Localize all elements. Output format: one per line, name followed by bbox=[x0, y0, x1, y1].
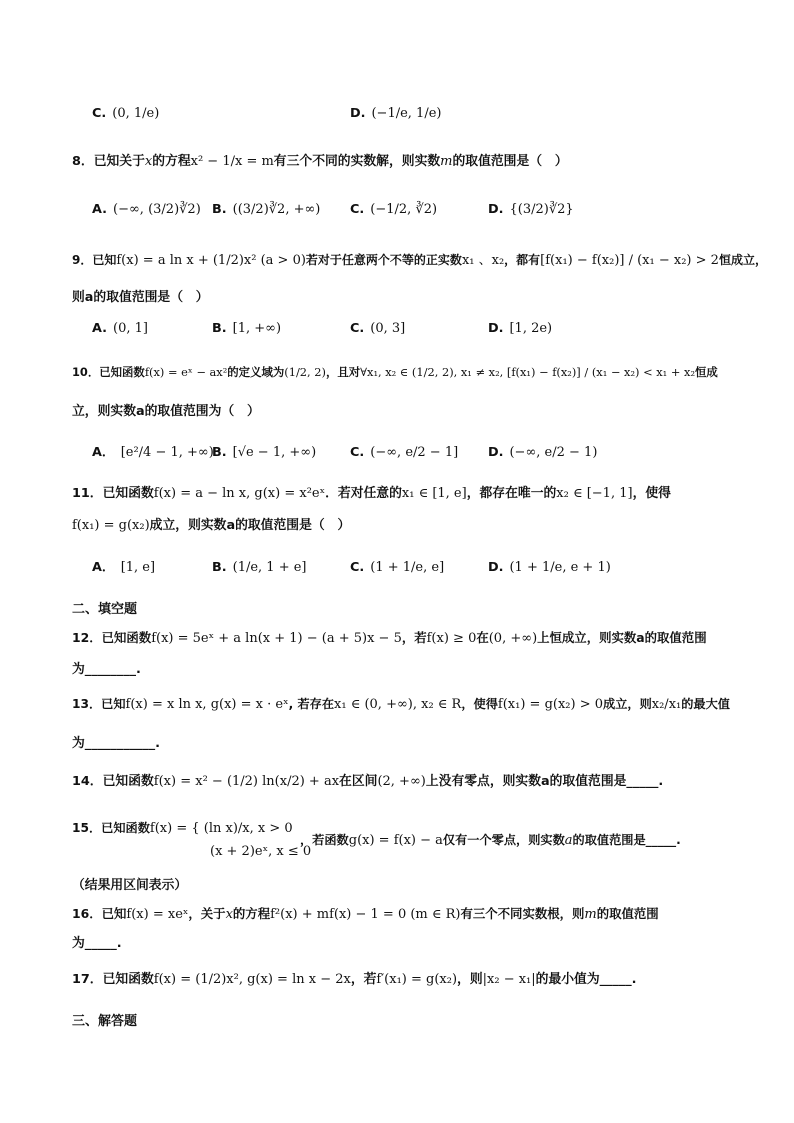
q9-option-c: C. (0, 3] bbox=[350, 321, 406, 336]
q10-option-a: A． [e²/4 − 1, +∞) bbox=[92, 445, 214, 460]
q10-option-b: B. [√e − 1, +∞) bbox=[212, 445, 317, 460]
q9-stem-line2: 则a的取值范围是（ ） bbox=[72, 290, 209, 305]
q16-answer-blank: 为_____. bbox=[72, 936, 122, 951]
q8-option-a: A. (−∞, (3/2)∛2) bbox=[92, 202, 201, 217]
q14-stem: 14．已知函数f(x) = x² − (1/2) ln(x/2) + ax在区间(2, +∞)上没有零点，则实数a的取值范围是_____. bbox=[72, 774, 664, 789]
q16-stem: 16．已知f(x) = xeˣ，关于x的方程f²(x) + mf(x) − 1 = 0 (m ∈ R)有三个不同实数根，则m的取值范围 bbox=[72, 906, 659, 922]
q9-stem: 9．已知f(x) = a ln x + (1/2)x² (a > 0)若对于任意两个不等的正实数x₁ 、x₂，都有[f(x₁) − f(x₂)] / (x₁ − x₂) > 2恒成立， bbox=[72, 253, 767, 268]
q15-note: （结果用区间表示） bbox=[72, 878, 188, 893]
q10-stem-line2: 立，则实数a的取值范围为（ ） bbox=[72, 404, 260, 419]
section-answer-title: 三、解答题 bbox=[72, 1014, 138, 1029]
q8-option-b: B. ((3/2)∛2, +∞) bbox=[212, 202, 321, 217]
q8-option-c: C. (−1/2, ∛2) bbox=[350, 202, 438, 217]
q8-stem: 8．已知关于x的方程x² − 1/x = m有三个不同的实数解，则实数m的取值范围是（ ） bbox=[72, 154, 568, 169]
q15-stem: 15．已知函数f(x) = { (ln x)/x, x > 0 bbox=[72, 821, 293, 836]
q7-option-d: D. (−1/e, 1/e) bbox=[350, 106, 442, 121]
q9-option-a: A. (0, 1] bbox=[92, 321, 148, 336]
q11-option-a: A． [1, e] bbox=[92, 560, 156, 575]
q12-answer-blank: 为________. bbox=[72, 662, 141, 677]
q11-stem: 11．已知函数f(x) = a − ln x, g(x) = x²eˣ．若对任意的x₁ ∈ [1, e]，都存在唯一的x₂ ∈ [−1, 1]，使得 bbox=[72, 486, 671, 501]
q7-option-c: C. (0, 1/e) bbox=[92, 106, 160, 121]
section-fill-in-title: 二、填空题 bbox=[72, 602, 138, 617]
q13-answer-blank: 为___________. bbox=[72, 736, 161, 751]
q17-stem: 17．已知函数f(x) = (1/2)x², g(x) = ln x − 2x，若f′(x₁) = g(x₂)，则|x₂ − x₁|的最小值为_____. bbox=[72, 972, 637, 987]
q10-option-c: C. (−∞, e/2 − 1] bbox=[350, 445, 459, 460]
q10-option-d: D. (−∞, e/2 − 1) bbox=[488, 445, 598, 460]
q10-stem: 10．已知函数f(x) = eˣ − ax²的定义域为(1/2, 2)，且对∀x₁, x₂ ∈ (1/2, 2), x₁ ≠ x₂, [f(x₁) − f(x₂)] / (x₁ − x₂) < x₁ + x₂恒成 bbox=[72, 365, 718, 379]
q8-option-d: D. {(3/2)∛2} bbox=[488, 202, 574, 217]
q9-option-b: B. [1, +∞) bbox=[212, 321, 282, 336]
q15-stem-rest: ，若函数g(x) = f(x) − a仅有一个零点，则实数a的取值范围是_____. bbox=[300, 833, 681, 848]
q11-stem-line2: f(x₁) = g(x₂)成立，则实数a的取值范围是（ ） bbox=[72, 518, 351, 533]
q11-option-b: B. (1/e, 1 + e] bbox=[212, 560, 307, 575]
q11-option-c: C. (1 + 1/e, e] bbox=[350, 560, 445, 575]
q13-stem: 13．已知f(x) = x ln x, g(x) = x · eˣ, 若存在x₁ ∈ (0, +∞), x₂ ∈ R，使得f(x₁) = g(x₂) > 0成立，则x₂/x₁的最大值 bbox=[72, 697, 730, 712]
q12-stem: 12．已知函数f(x) = 5eˣ + a ln(x + 1) − (a + 5)x − 5，若f(x) ≥ 0在(0, +∞)上恒成立，则实数a的取值范围 bbox=[72, 630, 707, 646]
q11-option-d: D. (1 + 1/e, e + 1) bbox=[488, 560, 611, 575]
q15-piecewise-bottom: (x + 2)eˣ, x ≤ 0 bbox=[210, 844, 312, 859]
q9-option-d: D. [1, 2e) bbox=[488, 321, 553, 336]
